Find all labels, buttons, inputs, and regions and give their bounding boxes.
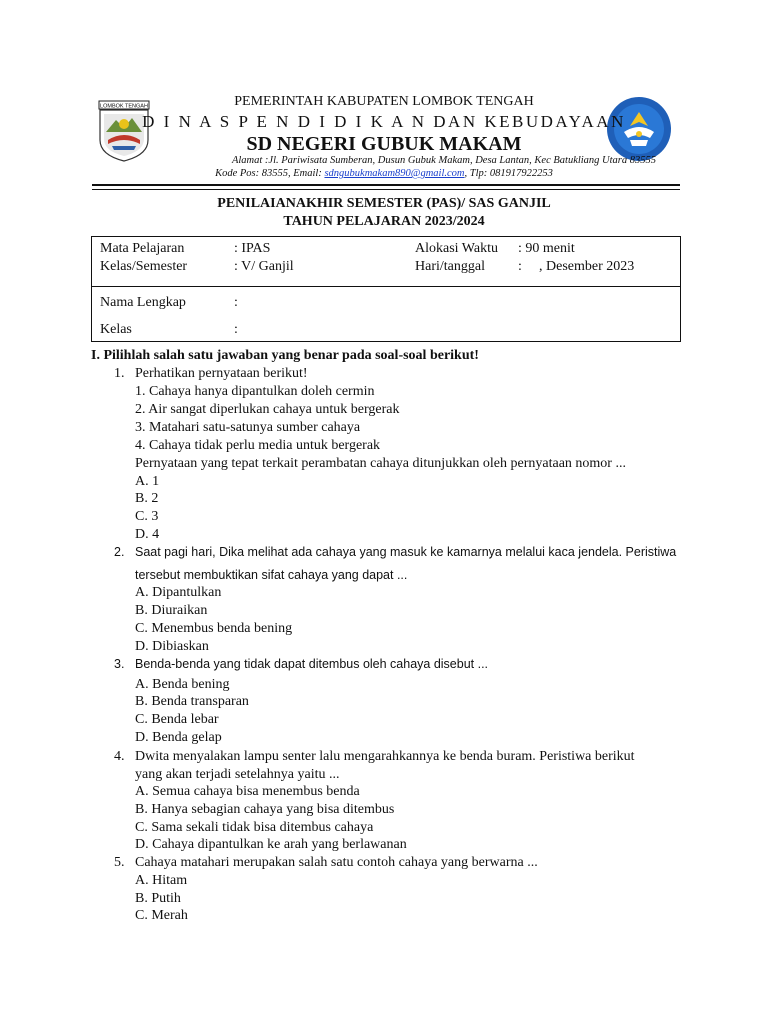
school-name: SD NEGERI GUBUK MAKAM bbox=[246, 133, 522, 155]
answer-option: A. 1 bbox=[135, 474, 160, 489]
answer-option: D. Cahaya dipantulkan ke arah yang berlawanan bbox=[135, 837, 407, 852]
answer-option: B. Hanya sebagian cahaya yang bisa ditembus bbox=[135, 802, 395, 817]
exam-title: PENILAIANAKHIR SEMESTER (PAS)/ SAS GANJIL bbox=[217, 196, 551, 211]
question-number: 3. bbox=[114, 657, 125, 671]
answer-option: A. Semua cahaya bisa menembus benda bbox=[135, 784, 360, 799]
answer-option: C. Sama sekali tidak bisa ditembus cahaya bbox=[135, 820, 374, 835]
answer-option: C. 3 bbox=[135, 509, 159, 524]
school-address: Alamat :Jl. Pariwisata Sumberan, Dusun Gubuk Makam, Desa Lantan, Kec Batukliang Utara 83555 bbox=[231, 155, 657, 166]
answer-option: D. Benda gelap bbox=[135, 730, 222, 745]
question-text-continued: tersebut membuktikan sifat cahaya yang dapat ... bbox=[135, 568, 408, 582]
answer-option: B. Putih bbox=[135, 891, 181, 906]
school-contact bbox=[0, 168, 768, 179]
student-class-colon: : bbox=[234, 322, 238, 337]
government-line: PEMERINTAH KABUPATEN LOMBOK TENGAH bbox=[234, 94, 534, 109]
question-text: Benda-benda yang tidak dapat ditembus oleh cahaya disebut ... bbox=[135, 657, 489, 671]
answer-option: C. Menembus benda bening bbox=[135, 621, 293, 636]
time-label: Alokasi Waktu bbox=[415, 241, 498, 256]
contact-prefix: Kode Pos: 83555, Email: bbox=[215, 168, 325, 179]
answer-option: A. Dipantulkan bbox=[135, 585, 222, 600]
svg-text:LOMBOK TENGAH: LOMBOK TENGAH bbox=[100, 103, 148, 110]
section-instruction: I. Pilihlah salah satu jawaban yang benar pada soal-soal berikut! bbox=[91, 348, 479, 363]
student-name-label: Nama Lengkap bbox=[100, 295, 186, 310]
statement-item: 2. Air sangat diperlukan cahaya untuk bergerak bbox=[135, 402, 400, 417]
question-text: Saat pagi hari, Dika melihat ada cahaya yang masuk ke kamarnya melalui kaca jendela. Peristiwa bbox=[135, 545, 677, 559]
question-prompt: Pernyataan yang tepat terkait perambatan cahaya ditunjukkan oleh pernyataan nomor ... bbox=[135, 456, 626, 471]
statement-item: 1. Cahaya hanya dipantulkan doleh cermin bbox=[135, 384, 375, 399]
statement-item: 3. Matahari satu-satunya sumber cahaya bbox=[135, 420, 361, 435]
answer-option: C. Merah bbox=[135, 908, 188, 923]
student-name-colon: : bbox=[234, 295, 238, 310]
answer-option: B. 2 bbox=[135, 491, 159, 506]
answer-option: D. Dibiaskan bbox=[135, 639, 209, 654]
question-number: 1. bbox=[114, 366, 125, 381]
class-label: Kelas/Semester bbox=[100, 259, 188, 274]
class-value: : V/ Ganjil bbox=[234, 259, 294, 274]
email-link[interactable]: sdngubukmakam890@gmail.com bbox=[324, 168, 465, 179]
contact-suffix: , Tlp: 081917922253 bbox=[464, 168, 553, 179]
date-colon: : bbox=[518, 259, 522, 274]
answer-option: D. 4 bbox=[135, 527, 160, 542]
answer-option: C. Benda lebar bbox=[135, 712, 219, 727]
answer-option: A. Hitam bbox=[135, 873, 188, 888]
question-text: Dwita menyalakan lampu senter lalu mengarahkannya ke benda buram. Peristiwa berikut bbox=[135, 749, 635, 764]
question-text: Perhatikan pernyataan berikut! bbox=[135, 366, 308, 381]
subject-label: Mata Pelajaran bbox=[100, 241, 185, 256]
date-label: Hari/tanggal bbox=[415, 259, 485, 274]
statement-item: 4. Cahaya tidak perlu media untuk bergerak bbox=[135, 438, 381, 453]
answer-option: B. Diuraikan bbox=[135, 603, 208, 618]
answer-option: B. Benda transparan bbox=[135, 694, 249, 709]
question-number: 2. bbox=[114, 545, 125, 559]
exam-year: TAHUN PELAJARAN 2023/2024 bbox=[283, 214, 485, 229]
exam-info-box bbox=[91, 236, 681, 342]
header-rule-thick bbox=[92, 184, 680, 186]
question-text: Cahaya matahari merupakan salah satu contoh cahaya yang berwarna ... bbox=[135, 855, 538, 870]
question-number: 4. bbox=[114, 749, 125, 764]
department-line: D I N A S P E N D I D I K A N DAN KEBUDAYAAN bbox=[142, 112, 626, 131]
question-text-continued: yang akan terjadi setelahnya yaitu ... bbox=[135, 767, 340, 782]
student-class-label: Kelas bbox=[100, 322, 132, 337]
header-rule-thin bbox=[92, 189, 680, 190]
subject-value: : IPAS bbox=[234, 241, 271, 256]
date-value: , Desember 2023 bbox=[539, 259, 635, 274]
answer-option: A. Benda bening bbox=[135, 677, 230, 692]
time-value: : 90 menit bbox=[518, 241, 575, 256]
info-divider bbox=[92, 286, 680, 287]
question-number: 5. bbox=[114, 855, 125, 870]
